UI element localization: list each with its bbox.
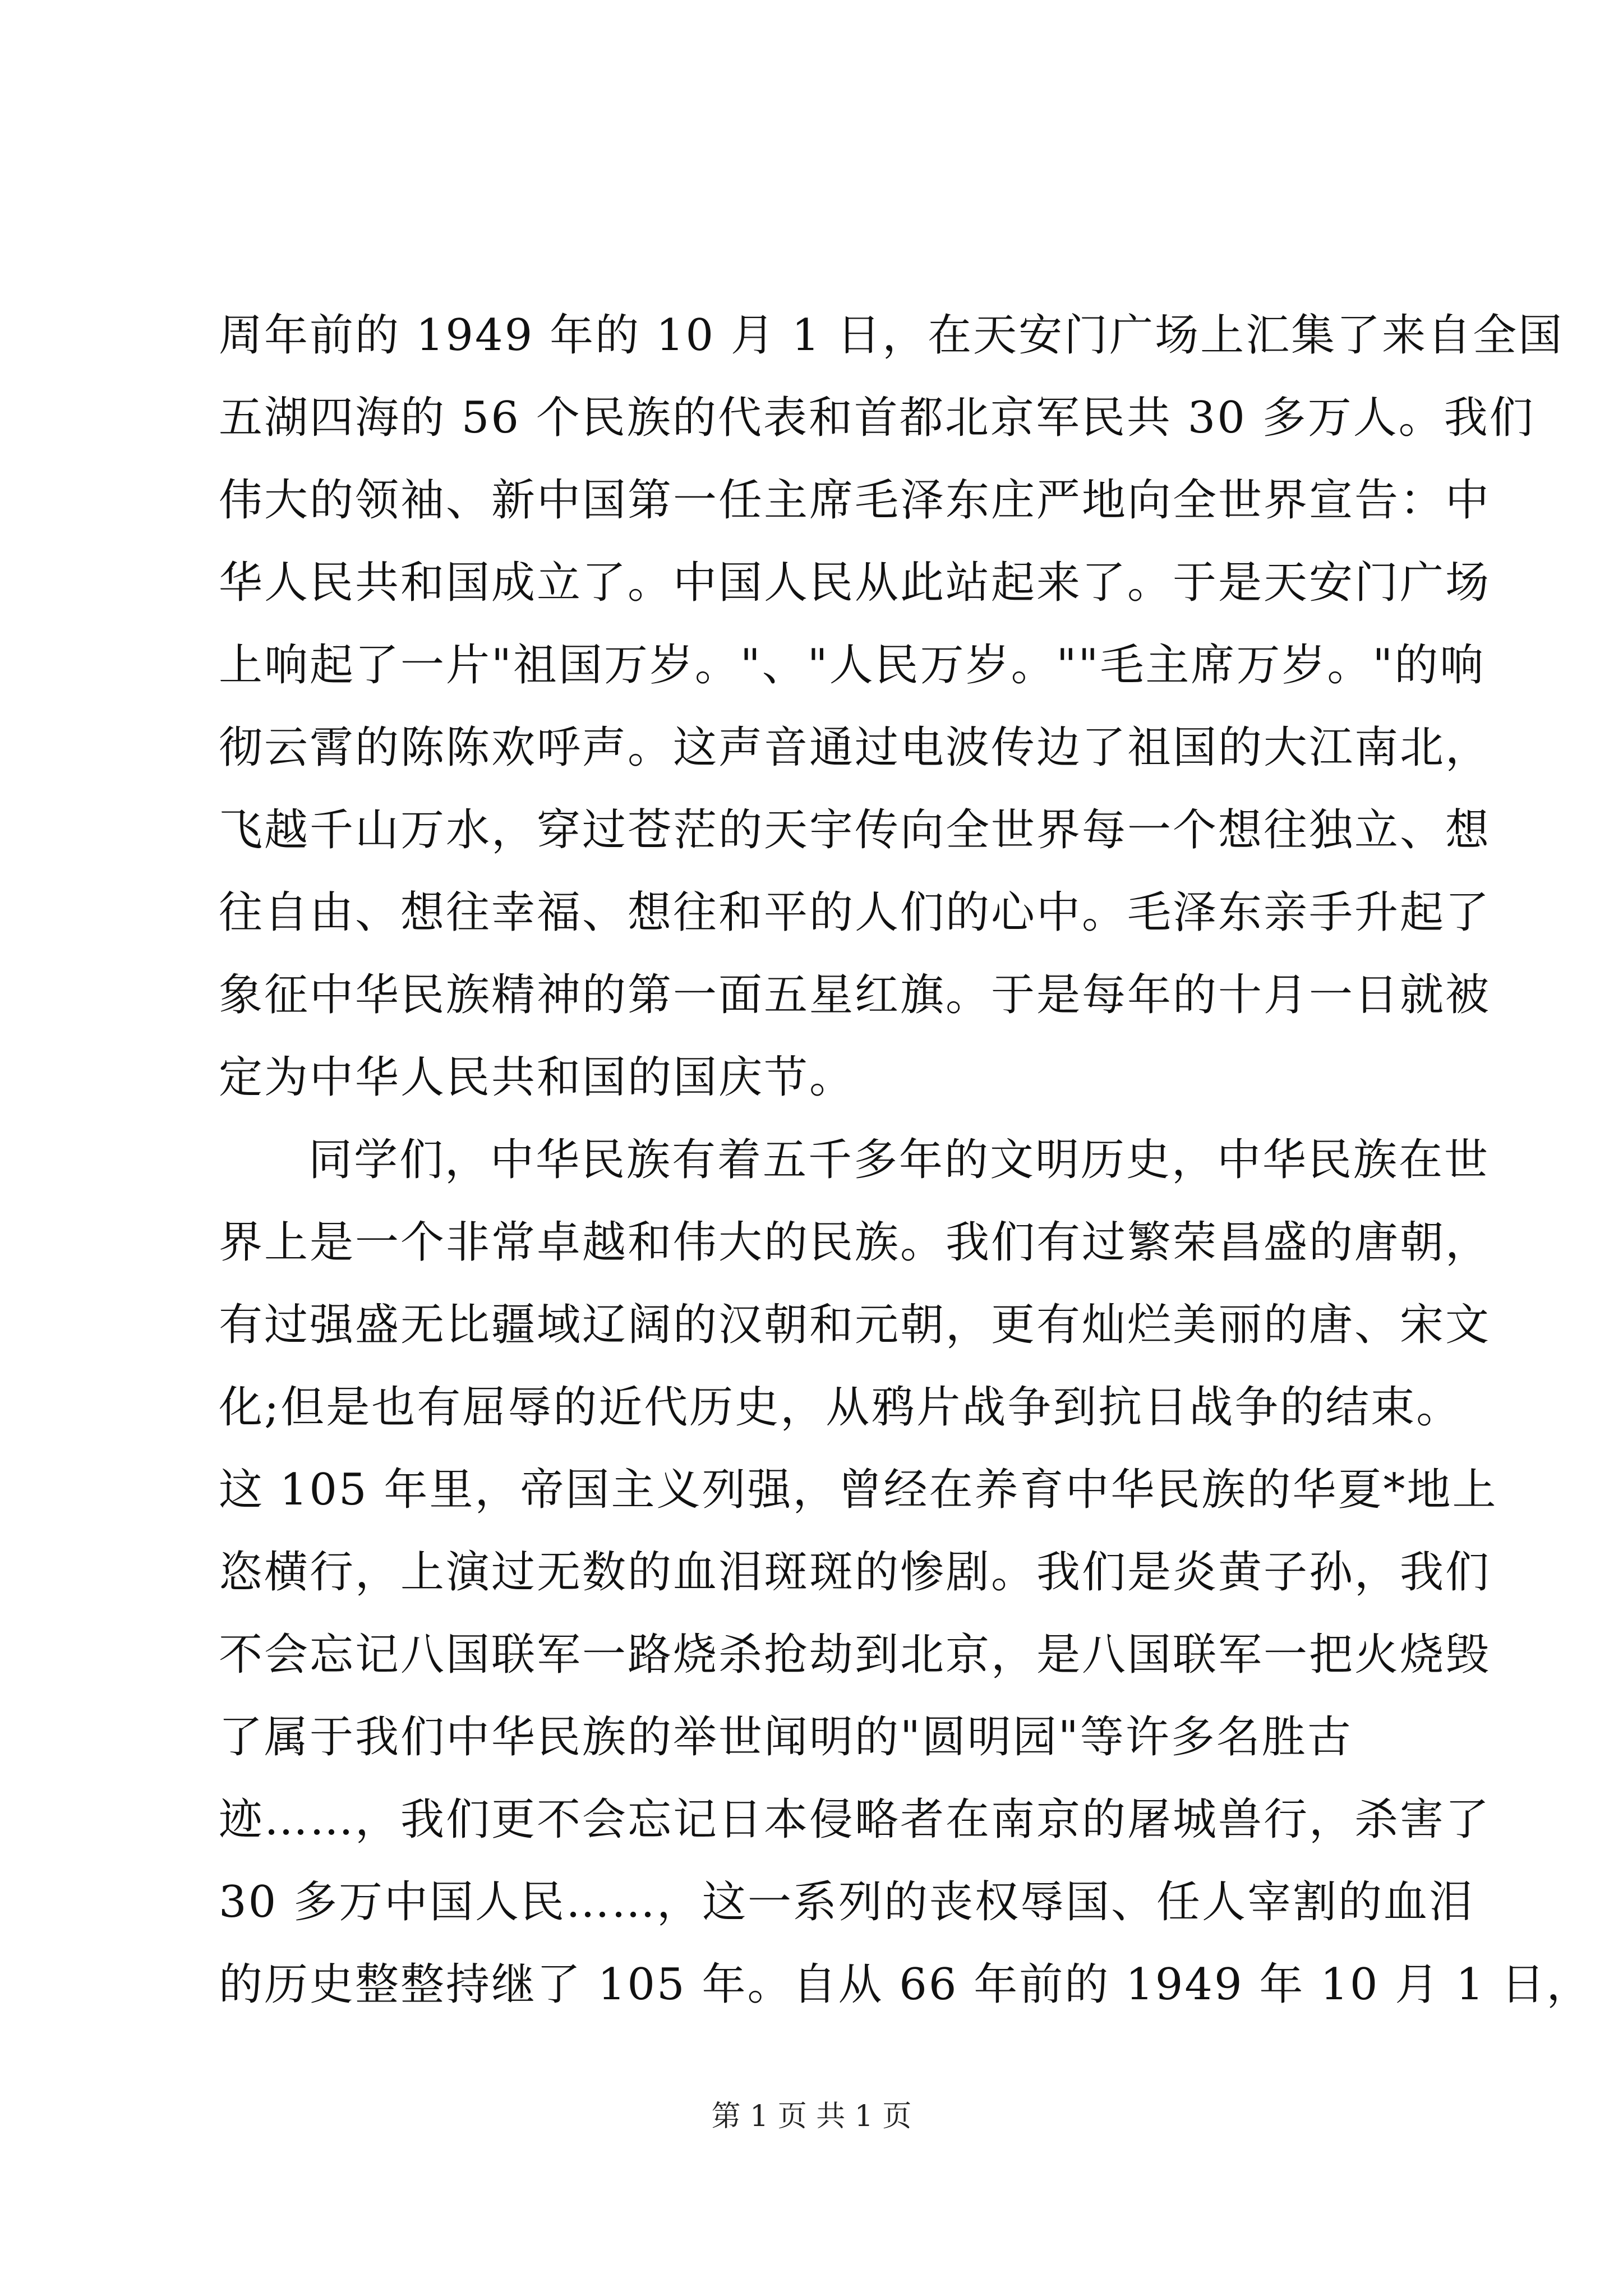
text-line: 迹……，我们更不会忘记日本侵略者在南京的屠城兽行，杀害了	[219, 1795, 1491, 1845]
text-line: 伟大的领袖、新中国第一任主席毛泽东庄严地向全世界宣告：中	[219, 475, 1491, 526]
text-line: 化;但是也有屈辱的近代历史，从鸦片战争到抗日战争的结束。	[219, 1382, 1462, 1433]
text-line: 界上是一个非常卓越和伟大的民族。我们有过繁荣昌盛的唐朝，	[219, 1217, 1491, 1268]
text-line: 恣横行，上演过无数的血泪斑斑的惨剧。我们是炎黄子孙，我们	[219, 1547, 1491, 1598]
text-line: 周年前的 1949 年的 10 月 1 日，在天安门广场上汇集了来自全国	[219, 310, 1564, 361]
text-line: 往自由、想往幸福、想往和平的人们的心中。毛泽东亲手升起了	[219, 887, 1491, 938]
text-line: 了属于我们中华民族的举世闻明的"圆明园"等许多名胜古	[219, 1712, 1353, 1763]
text-line: 的历史整整持继了 105 年。自从 66 年前的 1949 年 10 月 1 日，	[219, 1959, 1592, 2010]
text-line: 30 多万中国人民……，这一系列的丧权辱国、任人宰割的血泪	[219, 1877, 1475, 1927]
paragraph-first-line: 同学们，中华民族有着五千多年的文明历史，中华民族在世	[308, 1135, 1490, 1185]
document-body	[219, 295, 1592, 2026]
text-line: 这 105 年里，帝国主义列强，曾经在养育中华民族的华夏*地上	[219, 1465, 1498, 1515]
text-line: 飞越千山万水，穿过苍茫的天宇传向全世界每一个想往独立、想	[219, 805, 1491, 855]
text-line: 华人民共和国成立了。中国人民从此站起来了。于是天安门广场	[219, 558, 1491, 608]
text-line: 象征中华民族精神的第一面五星红旗。于是每年的十月一日就被	[219, 970, 1491, 1020]
text-line: 定为中华人民共和国的国庆节。	[219, 1052, 855, 1103]
text-line: 五湖四海的 56 个民族的代表和首都北京军民共 30 多万人。我们	[219, 393, 1535, 443]
page-footer	[0, 2097, 1623, 2136]
text-line: 上响起了一片"祖国万岁。"、"人民万岁。""毛主席万岁。"的响	[219, 640, 1486, 691]
page-number-label: 第 1 页 共 1 页	[711, 2100, 912, 2133]
text-line: 彻云霄的陈陈欢呼声。这声音通过电波传边了祖国的大江南北，	[219, 723, 1491, 773]
text-line: 有过强盛无比疆域辽阔的汉朝和元朝，更有灿烂美丽的唐、宋文	[219, 1300, 1491, 1350]
text-line: 不会忘记八国联军一路烧杀抢劫到北京，是八国联军一把火烧毁	[219, 1630, 1491, 1680]
